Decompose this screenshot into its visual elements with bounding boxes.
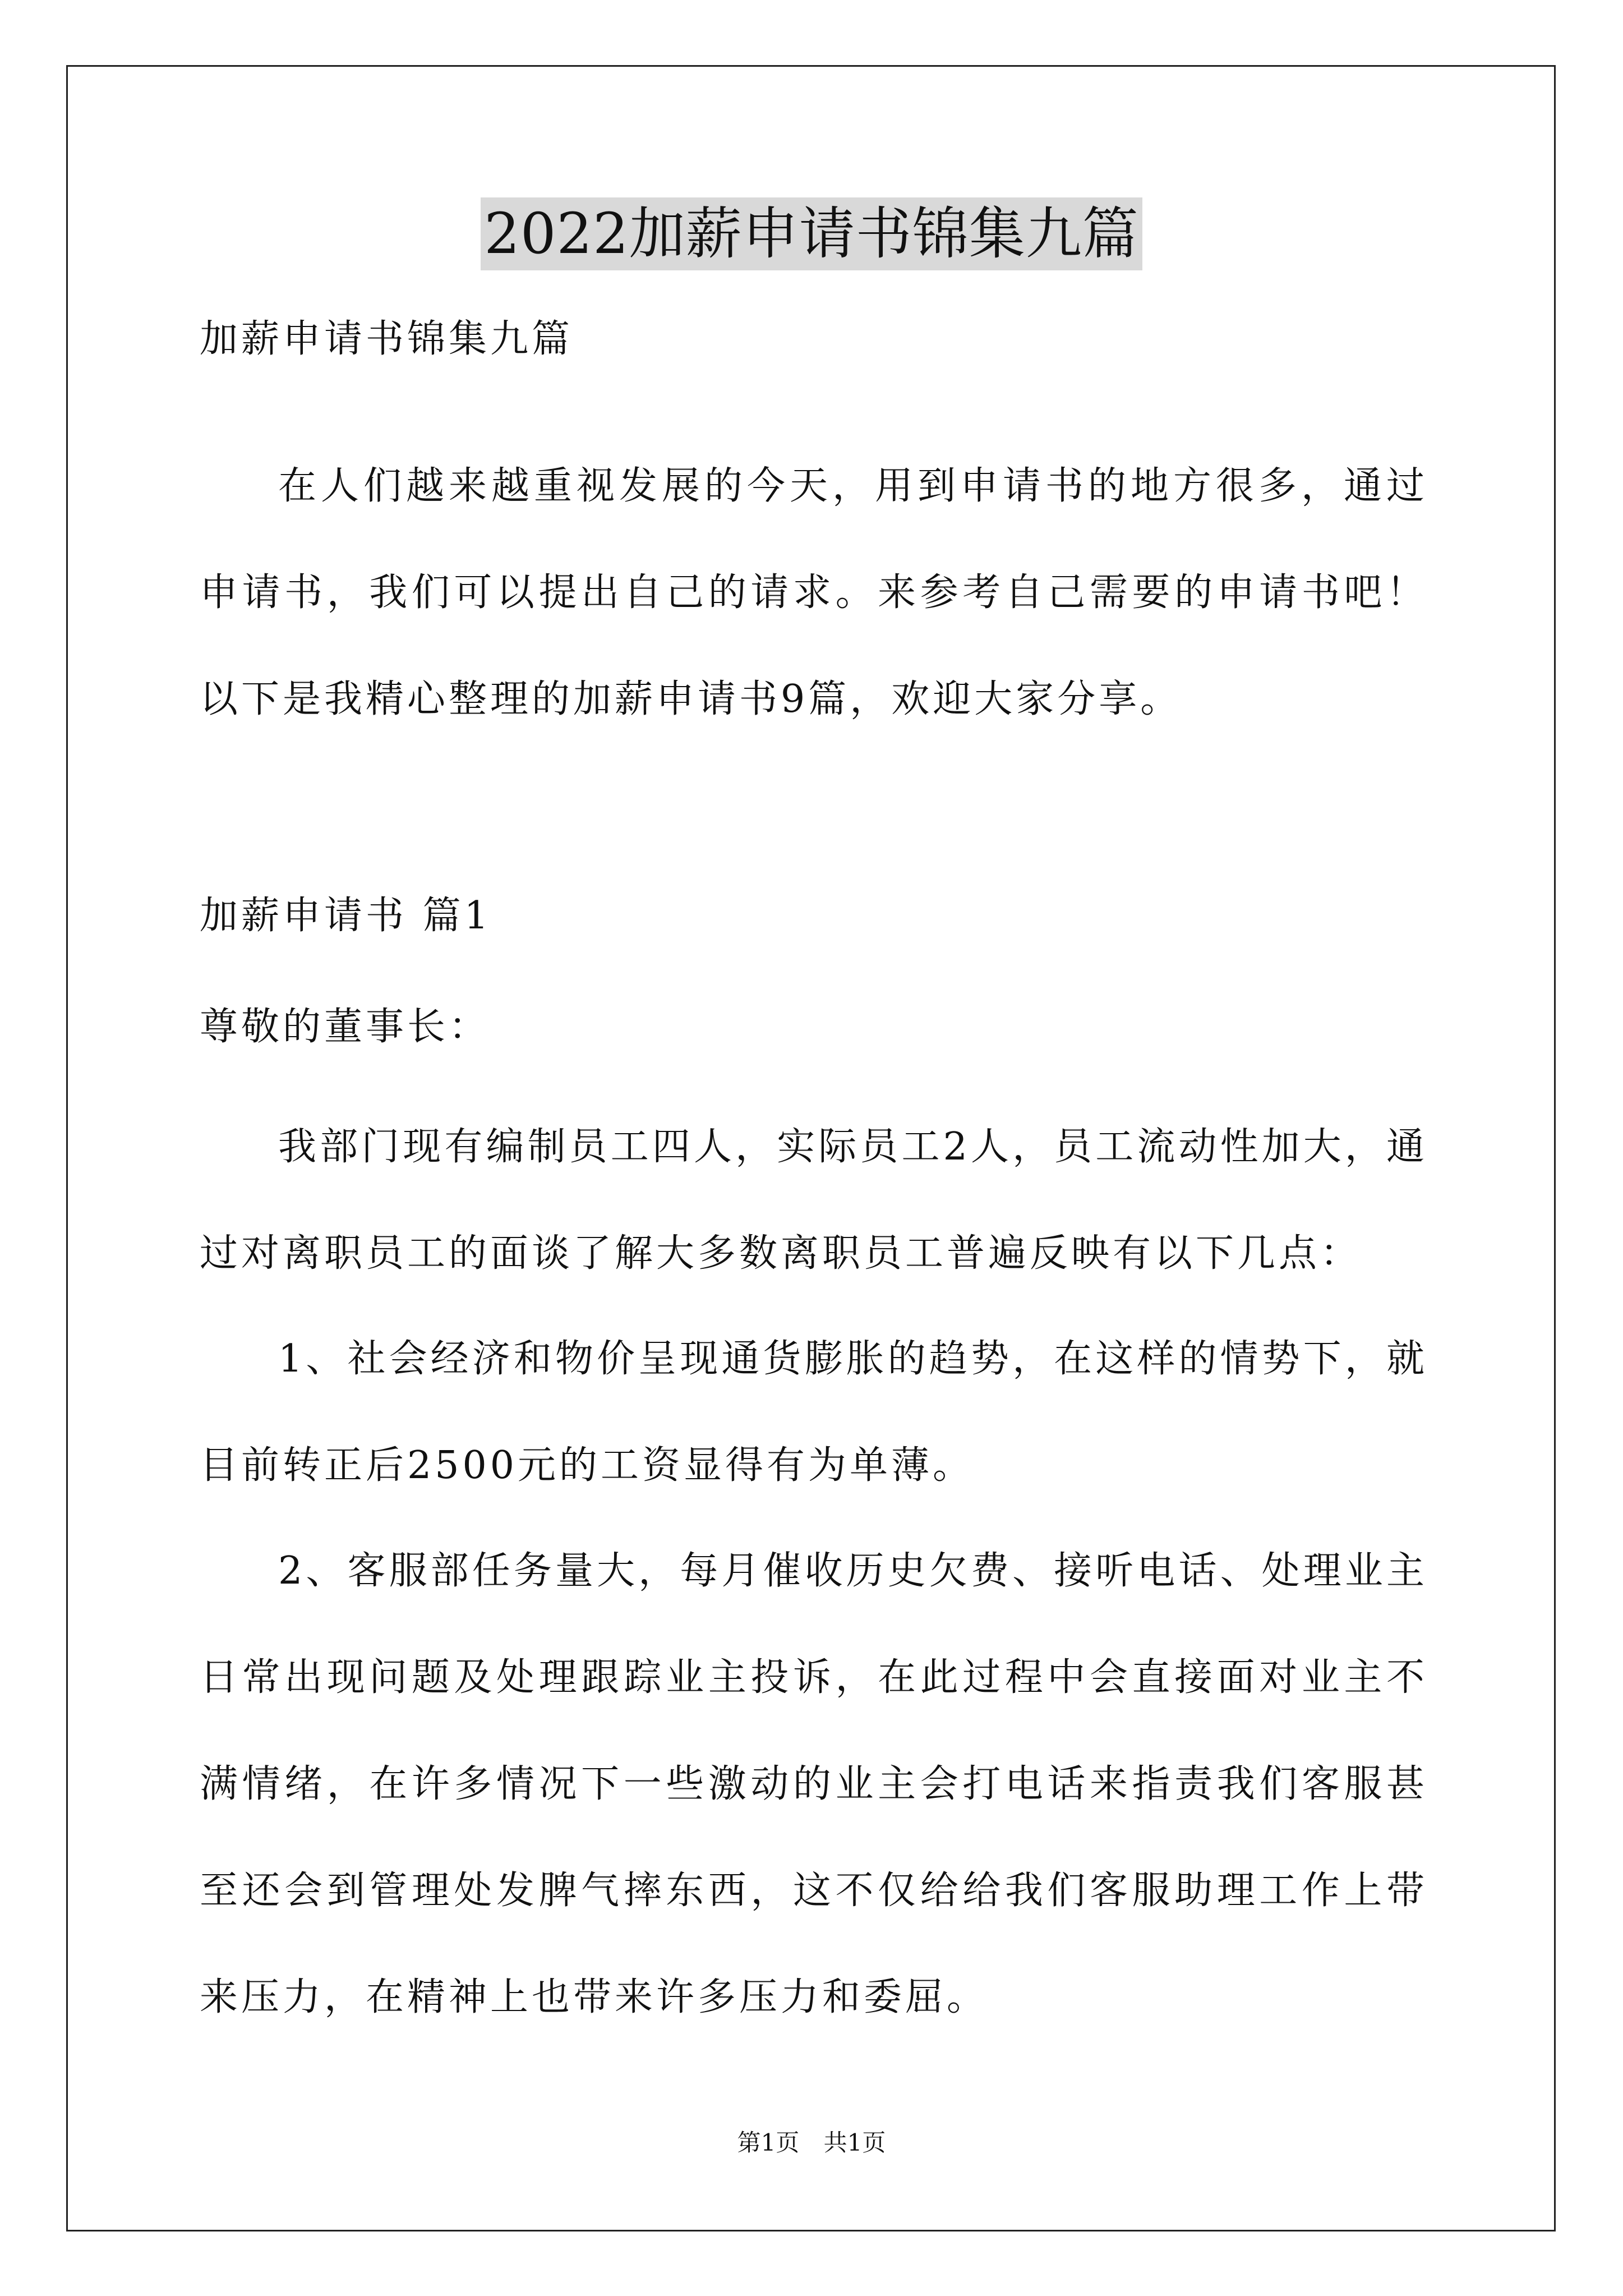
page-footer: 第1页 共1页 (737, 2129, 886, 2156)
document-title (0, 197, 1623, 276)
document-subtitle: 加薪申请书锦集九篇 (200, 317, 574, 361)
body-paragraph-1: 我部门现有编制员工四人，实际员工2人，员工流动性加大，通过对离职员工的面谈了解大多数离职员工普遍反映有以下几点： (200, 1125, 1428, 1276)
body-paragraph-2: 1、社会经济和物价呈现通货膨胀的趋势，在这样的情势下，就目前转正后2500元的工资显得有为单薄。 (200, 1337, 1428, 1488)
section-heading: 加薪申请书 篇1 (200, 894, 492, 938)
body-paragraph-3: 2、客服部任务量大，每月催收历史欠费、接听电话、处理业主日常出现问题及处理跟踪业主投诉，在此过程中会直接面对业主不满情绪，在许多情况下一些激动的业主会打电话来指责我们客服甚至还会到管理处发脾气摔东西，这不仅给给我们客服助理工作上带来压力，在精神上也带来许多压力和委屈。 (200, 1549, 1428, 2019)
document-title-text: 2022加薪申请书锦集九篇 (481, 197, 1142, 270)
intro-paragraph: 在人们越来越重视发展的今天，用到申请书的地方很多，通过申请书，我们可以提出自己的请求。来参考自己需要的申请书吧！以下是我精心整理的加薪申请书9篇，欢迎大家分享。 (200, 464, 1428, 721)
salutation: 尊敬的董事长： (200, 1005, 491, 1049)
